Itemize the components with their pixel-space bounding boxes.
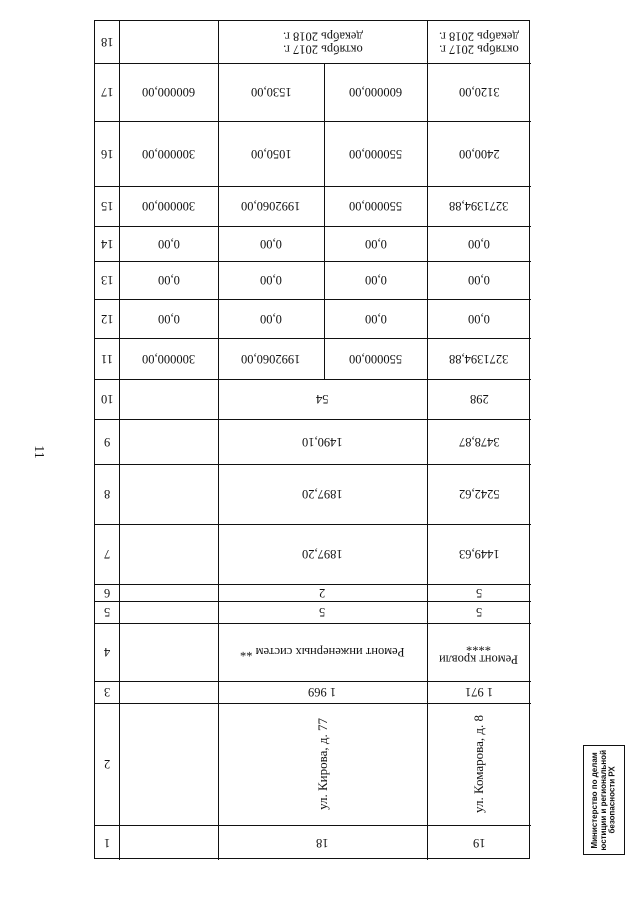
cell-value: 3478,87 bbox=[458, 435, 500, 450]
cell-value: 0,00 bbox=[157, 273, 180, 288]
cell-value: 2 bbox=[319, 586, 326, 601]
cell-address: ул. Комарова, д. 8 bbox=[471, 715, 486, 813]
cell-year: 1 969 bbox=[308, 685, 337, 700]
cell-value: 1897,20 bbox=[302, 487, 343, 502]
column-number: 14 bbox=[100, 237, 114, 252]
column-number: 10 bbox=[100, 392, 114, 407]
cell-value: 54 bbox=[316, 392, 329, 407]
page-number: 11 bbox=[31, 445, 46, 459]
cell-value: 550000,00 bbox=[348, 199, 403, 214]
cell-value: 550000,00 bbox=[348, 352, 403, 367]
ministry-stamp bbox=[583, 745, 625, 855]
cell-value: 5 bbox=[475, 605, 483, 620]
cell-value: 3271394,88 bbox=[449, 352, 509, 367]
cell-value: 600000,00 bbox=[348, 85, 403, 100]
column-number: 9 bbox=[103, 435, 111, 450]
cell-value: 1530,00 bbox=[250, 85, 292, 100]
column-number: 4 bbox=[103, 645, 111, 660]
cell-value: 300000,00 bbox=[141, 352, 196, 367]
cell-work-type: Ремонт инженерных систем ** bbox=[240, 645, 405, 660]
cell-value: 2400,00 bbox=[458, 147, 500, 162]
cell-value: 300000,00 bbox=[141, 147, 196, 162]
column-number: 8 bbox=[103, 487, 111, 502]
column-number: 15 bbox=[100, 199, 114, 214]
cell-value: 3271394,88 bbox=[449, 199, 509, 214]
cell-value: 0,00 bbox=[468, 273, 490, 288]
cell-period: октябрь 2017 г. декабрь 2018 г. bbox=[439, 29, 519, 57]
cell-value: 5 bbox=[475, 586, 483, 601]
cell-value: 5 bbox=[319, 605, 326, 620]
cell-value: 0,00 bbox=[157, 312, 180, 327]
cell-value: 1449,63 bbox=[458, 547, 500, 562]
cell-row-number: 19 bbox=[472, 836, 486, 851]
column-number: 13 bbox=[100, 273, 114, 288]
column-number: 5 bbox=[103, 605, 111, 620]
cell-value: 0,00 bbox=[260, 312, 282, 327]
cell-value: 0,00 bbox=[364, 273, 387, 288]
data-table bbox=[94, 20, 530, 859]
cell-value: 1897,20 bbox=[302, 547, 343, 562]
column-number: 11 bbox=[100, 352, 114, 367]
stamp-text: Министерство по делам юстиции и региональной безопасности РХ bbox=[589, 749, 617, 851]
cell-value: 0,00 bbox=[157, 237, 180, 252]
cell-address: ул. Кирова, д. 77 bbox=[314, 718, 330, 810]
cell-value: 1050,00 bbox=[250, 147, 292, 162]
cell-period: октябрь 2017 г. декабрь 2018 г. bbox=[282, 29, 363, 57]
cell-value: 1490,10 bbox=[302, 435, 343, 450]
cell-work-type: Ремонт кровли **** bbox=[439, 639, 519, 667]
column-number: 1 bbox=[103, 836, 111, 851]
cell-value: 1992060,00 bbox=[241, 352, 301, 367]
column-number: 2 bbox=[103, 757, 111, 772]
cell-value: 300000,00 bbox=[141, 199, 196, 214]
column-number: 17 bbox=[100, 85, 114, 100]
cell-value: 0,00 bbox=[468, 237, 490, 252]
cell-value: 5242,62 bbox=[458, 487, 500, 502]
cell-value: 550000,00 bbox=[348, 147, 403, 162]
cell-value: 298 bbox=[469, 392, 489, 407]
column-number: 12 bbox=[100, 312, 114, 327]
cell-value: 0,00 bbox=[468, 312, 490, 327]
column-number: 3 bbox=[103, 685, 111, 700]
column-number: 16 bbox=[100, 147, 114, 162]
cell-value: 0,00 bbox=[364, 312, 387, 327]
cell-value: 0,00 bbox=[260, 237, 282, 252]
cell-value: 0,00 bbox=[260, 273, 282, 288]
cell-value: 600000,00 bbox=[141, 85, 196, 100]
column-number: 18 bbox=[100, 35, 114, 50]
cell-value: 1992060,00 bbox=[241, 199, 301, 214]
column-number: 7 bbox=[103, 547, 111, 562]
cell-value: 0,00 bbox=[364, 237, 387, 252]
cell-year: 1 971 bbox=[464, 685, 494, 700]
cell-row-number: 18 bbox=[316, 836, 329, 851]
column-number: 6 bbox=[103, 586, 111, 601]
cell-value: 3120,00 bbox=[458, 85, 500, 100]
